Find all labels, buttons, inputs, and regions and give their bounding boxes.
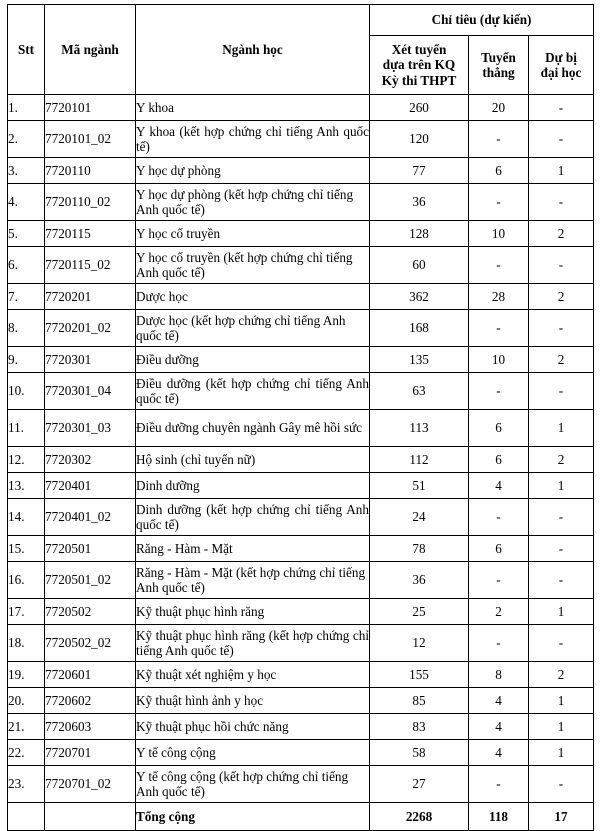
cell-nganh-hoc: Y khoa — [136, 95, 370, 121]
cell-xet-tuyen-thpt: 362 — [370, 284, 469, 310]
cell-stt: 19. — [8, 662, 45, 688]
cell-tuyen-thang: - — [469, 625, 529, 662]
cell-du-bi-dai-hoc: 1 — [529, 688, 594, 714]
table-total-row — [8, 803, 594, 831]
table-row — [8, 662, 594, 688]
cell-du-bi-dai-hoc: - — [529, 562, 594, 599]
cell-du-bi-dai-hoc: 1 — [529, 473, 594, 499]
cell-xet-tuyen-thpt: 12 — [370, 625, 469, 662]
cell-nganh-hoc: Y khoa (kết hợp chứng chỉ tiếng Anh quốc tế) — [136, 121, 370, 158]
cell-ma-nganh: 7720201 — [45, 284, 136, 310]
table-row — [8, 562, 594, 599]
cell-tuyen-thang: - — [469, 121, 529, 158]
cell-total-xet-tuyen-thpt: 2268 — [370, 803, 469, 831]
column-header-chi-tieu-group: Chỉ tiêu (dự kiến) — [370, 5, 594, 36]
table-row — [8, 714, 594, 740]
cell-nganh-hoc: Răng - Hàm - Mặt — [136, 536, 370, 562]
table-row — [8, 688, 594, 714]
cell-tuyen-thang: - — [469, 310, 529, 347]
xet-tuyen-line-2: dựa trên KQ — [382, 57, 456, 73]
cell-stt: 8. — [8, 310, 45, 347]
cell-du-bi-dai-hoc: - — [529, 310, 594, 347]
cell-du-bi-dai-hoc: - — [529, 247, 594, 284]
cell-du-bi-dai-hoc: - — [529, 625, 594, 662]
cell-ma-nganh: 7720501_02 — [45, 562, 136, 599]
cell-ma-nganh: 7720301_04 — [45, 373, 136, 410]
cell-nganh-hoc: Y học dự phòng — [136, 158, 370, 184]
xet-tuyen-line-3: Kỳ thi THPT — [381, 72, 457, 88]
cell-xet-tuyen-thpt: 36 — [370, 562, 469, 599]
cell-du-bi-dai-hoc: 2 — [529, 284, 594, 310]
cell-ma-nganh: 7720302 — [45, 447, 136, 473]
cell-du-bi-dai-hoc: 1 — [529, 740, 594, 766]
cell-total-label: Tổng cộng — [136, 803, 370, 831]
cell-tuyen-thang: 6 — [469, 410, 529, 447]
cell-ma-nganh: 7720701_02 — [45, 766, 136, 803]
cell-ma-nganh: 7720401_02 — [45, 499, 136, 536]
table-row — [8, 499, 594, 536]
table-row — [8, 410, 594, 447]
cell-du-bi-dai-hoc: 2 — [529, 447, 594, 473]
cell-du-bi-dai-hoc: 2 — [529, 347, 594, 373]
table-row — [8, 473, 594, 499]
cell-nganh-hoc: Răng - Hàm - Mặt (kết hợp chứng chỉ tiếng Anh quốc tế) — [136, 562, 370, 599]
cell-du-bi-dai-hoc: - — [529, 499, 594, 536]
cell-ma-nganh: 7720110 — [45, 158, 136, 184]
cell-tuyen-thang: 20 — [469, 95, 529, 121]
cell-xet-tuyen-thpt: 112 — [370, 447, 469, 473]
cell-xet-tuyen-thpt: 155 — [370, 662, 469, 688]
cell-nganh-hoc: Y học dự phòng (kết hợp chứng chỉ tiếng Anh quốc tế) — [136, 184, 370, 221]
cell-tuyen-thang: - — [469, 247, 529, 284]
cell-du-bi-dai-hoc: - — [529, 536, 594, 562]
cell-tuyen-thang: 2 — [469, 599, 529, 625]
table-row — [8, 310, 594, 347]
cell-nganh-hoc: Điều dưỡng — [136, 347, 370, 373]
cell-xet-tuyen-thpt: 24 — [370, 499, 469, 536]
column-header-stt: Stt — [8, 5, 45, 95]
table-row — [8, 536, 594, 562]
cell-du-bi-dai-hoc: - — [529, 95, 594, 121]
cell-xet-tuyen-thpt: 58 — [370, 740, 469, 766]
cell-ma-nganh: 7720601 — [45, 662, 136, 688]
cell-total-tuyen-thang: 118 — [469, 803, 529, 831]
table-row — [8, 247, 594, 284]
cell-stt: 6. — [8, 247, 45, 284]
cell-tuyen-thang: 6 — [469, 536, 529, 562]
column-header-tuyen-thang — [469, 36, 529, 95]
cell-tuyen-thang: - — [469, 373, 529, 410]
cell-nganh-hoc: Dinh dưỡng (kết hợp chứng chỉ tiếng Anh quốc tế) — [136, 499, 370, 536]
cell-nganh-hoc: Y học cổ truyền (kết hợp chứng chỉ tiếng Anh quốc tế) — [136, 247, 370, 284]
cell-ma-nganh: 7720603 — [45, 714, 136, 740]
cell-nganh-hoc: Dược học (kết hợp chứng chỉ tiếng Anh quốc tế) — [136, 310, 370, 347]
table-row — [8, 766, 594, 803]
cell-total-code — [45, 803, 136, 831]
table-row — [8, 447, 594, 473]
cell-ma-nganh: 7720110_02 — [45, 184, 136, 221]
table-row — [8, 373, 594, 410]
cell-stt: 15. — [8, 536, 45, 562]
cell-ma-nganh: 7720502 — [45, 599, 136, 625]
cell-tuyen-thang: 6 — [469, 447, 529, 473]
cell-xet-tuyen-thpt: 260 — [370, 95, 469, 121]
cell-stt: 2. — [8, 121, 45, 158]
cell-nganh-hoc: Dinh dưỡng — [136, 473, 370, 499]
cell-stt: 11. — [8, 410, 45, 447]
table-row — [8, 121, 594, 158]
cell-du-bi-dai-hoc: 1 — [529, 158, 594, 184]
table-row — [8, 284, 594, 310]
cell-nganh-hoc: Điều dưỡng chuyên ngành Gây mê hồi sức — [136, 410, 370, 447]
table-row — [8, 740, 594, 766]
table-row — [8, 347, 594, 373]
cell-xet-tuyen-thpt: 77 — [370, 158, 469, 184]
table-row — [8, 158, 594, 184]
cell-tuyen-thang: - — [469, 184, 529, 221]
cell-xet-tuyen-thpt: 135 — [370, 347, 469, 373]
cell-stt: 23. — [8, 766, 45, 803]
cell-xet-tuyen-thpt: 168 — [370, 310, 469, 347]
cell-tuyen-thang: 4 — [469, 688, 529, 714]
cell-stt: 22. — [8, 740, 45, 766]
cell-stt: 9. — [8, 347, 45, 373]
table-row — [8, 184, 594, 221]
cell-du-bi-dai-hoc: 1 — [529, 714, 594, 740]
cell-nganh-hoc: Hộ sinh (chỉ tuyển nữ) — [136, 447, 370, 473]
cell-xet-tuyen-thpt: 25 — [370, 599, 469, 625]
cell-tuyen-thang: - — [469, 499, 529, 536]
cell-stt: 18. — [8, 625, 45, 662]
cell-tuyen-thang: 10 — [469, 221, 529, 247]
cell-ma-nganh: 7720301 — [45, 347, 136, 373]
cell-nganh-hoc: Kỹ thuật hình ảnh y học — [136, 688, 370, 714]
table-row — [8, 625, 594, 662]
cell-ma-nganh: 7720101 — [45, 95, 136, 121]
cell-tuyen-thang: 4 — [469, 740, 529, 766]
cell-xet-tuyen-thpt: 36 — [370, 184, 469, 221]
cell-ma-nganh: 7720501 — [45, 536, 136, 562]
table-body — [8, 95, 594, 831]
cell-nganh-hoc: Y học cổ truyền — [136, 221, 370, 247]
column-header-ma-nganh: Mã ngành — [45, 5, 136, 95]
cell-stt: 10. — [8, 373, 45, 410]
cell-stt: 12. — [8, 447, 45, 473]
cell-stt: 16. — [8, 562, 45, 599]
cell-stt: 17. — [8, 599, 45, 625]
cell-total-du-bi-dai-hoc: 17 — [529, 803, 594, 831]
cell-nganh-hoc: Điều dưỡng (kết hợp chứng chỉ tiếng Anh quốc tế) — [136, 373, 370, 410]
cell-tuyen-thang: 4 — [469, 473, 529, 499]
xet-tuyen-line-1: Xét tuyển — [391, 42, 447, 58]
cell-xet-tuyen-thpt: 113 — [370, 410, 469, 447]
table-header — [8, 5, 594, 95]
cell-du-bi-dai-hoc: - — [529, 184, 594, 221]
admission-quota-table — [7, 4, 594, 831]
cell-nganh-hoc: Kỹ thuật xét nghiệm y học — [136, 662, 370, 688]
cell-ma-nganh: 7720401 — [45, 473, 136, 499]
cell-tuyen-thang: - — [469, 766, 529, 803]
table-row — [8, 95, 594, 121]
cell-nganh-hoc: Dược học — [136, 284, 370, 310]
cell-stt: 3. — [8, 158, 45, 184]
cell-du-bi-dai-hoc: 1 — [529, 410, 594, 447]
du-bi-line-2: đại học — [540, 65, 582, 80]
cell-xet-tuyen-thpt: 120 — [370, 121, 469, 158]
column-header-xet-tuyen-thpt — [370, 36, 469, 95]
cell-tuyen-thang: - — [469, 562, 529, 599]
cell-nganh-hoc: Kỹ thuật phục hồi chức năng — [136, 714, 370, 740]
cell-stt: 5. — [8, 221, 45, 247]
cell-xet-tuyen-thpt: 78 — [370, 536, 469, 562]
cell-tuyen-thang: 8 — [469, 662, 529, 688]
cell-du-bi-dai-hoc: - — [529, 766, 594, 803]
cell-nganh-hoc: Y tế công cộng (kết hợp chứng chỉ tiếng Anh quốc tế) — [136, 766, 370, 803]
tuyen-thang-line-2: thẳng — [482, 65, 515, 80]
cell-ma-nganh: 7720201_02 — [45, 310, 136, 347]
cell-stt: 20. — [8, 688, 45, 714]
cell-total-stt — [8, 803, 45, 831]
cell-stt: 13. — [8, 473, 45, 499]
tuyen-thang-line-1: Tuyển — [481, 49, 516, 65]
cell-ma-nganh: 7720602 — [45, 688, 136, 714]
cell-du-bi-dai-hoc: 2 — [529, 662, 594, 688]
cell-xet-tuyen-thpt: 60 — [370, 247, 469, 284]
cell-tuyen-thang: 28 — [469, 284, 529, 310]
cell-xet-tuyen-thpt: 128 — [370, 221, 469, 247]
cell-du-bi-dai-hoc: - — [529, 373, 594, 410]
du-bi-line-1: Dự bị — [545, 49, 577, 65]
cell-ma-nganh: 7720301_03 — [45, 410, 136, 447]
cell-ma-nganh: 7720701 — [45, 740, 136, 766]
cell-stt: 4. — [8, 184, 45, 221]
column-header-nganh-hoc: Ngành học — [136, 5, 370, 95]
header-row-top — [8, 5, 594, 36]
cell-stt: 14. — [8, 499, 45, 536]
cell-du-bi-dai-hoc: 1 — [529, 599, 594, 625]
cell-du-bi-dai-hoc: 2 — [529, 221, 594, 247]
cell-ma-nganh: 7720502_02 — [45, 625, 136, 662]
cell-tuyen-thang: 6 — [469, 158, 529, 184]
column-header-du-bi-dai-hoc — [529, 36, 594, 95]
cell-nganh-hoc: Kỹ thuật phục hình răng — [136, 599, 370, 625]
cell-ma-nganh: 7720101_02 — [45, 121, 136, 158]
cell-stt: 1. — [8, 95, 45, 121]
cell-ma-nganh: 7720115 — [45, 221, 136, 247]
table-row — [8, 599, 594, 625]
cell-tuyen-thang: 10 — [469, 347, 529, 373]
cell-stt: 7. — [8, 284, 45, 310]
cell-xet-tuyen-thpt: 27 — [370, 766, 469, 803]
cell-nganh-hoc: Kỹ thuật phục hình răng (kết hợp chứng chỉ tiếng Anh quốc tế) — [136, 625, 370, 662]
cell-du-bi-dai-hoc: - — [529, 121, 594, 158]
cell-xet-tuyen-thpt: 83 — [370, 714, 469, 740]
cell-xet-tuyen-thpt: 51 — [370, 473, 469, 499]
table-row — [8, 221, 594, 247]
cell-ma-nganh: 7720115_02 — [45, 247, 136, 284]
cell-nganh-hoc: Y tế công cộng — [136, 740, 370, 766]
cell-tuyen-thang: 4 — [469, 714, 529, 740]
cell-xet-tuyen-thpt: 85 — [370, 688, 469, 714]
cell-stt: 21. — [8, 714, 45, 740]
cell-xet-tuyen-thpt: 63 — [370, 373, 469, 410]
